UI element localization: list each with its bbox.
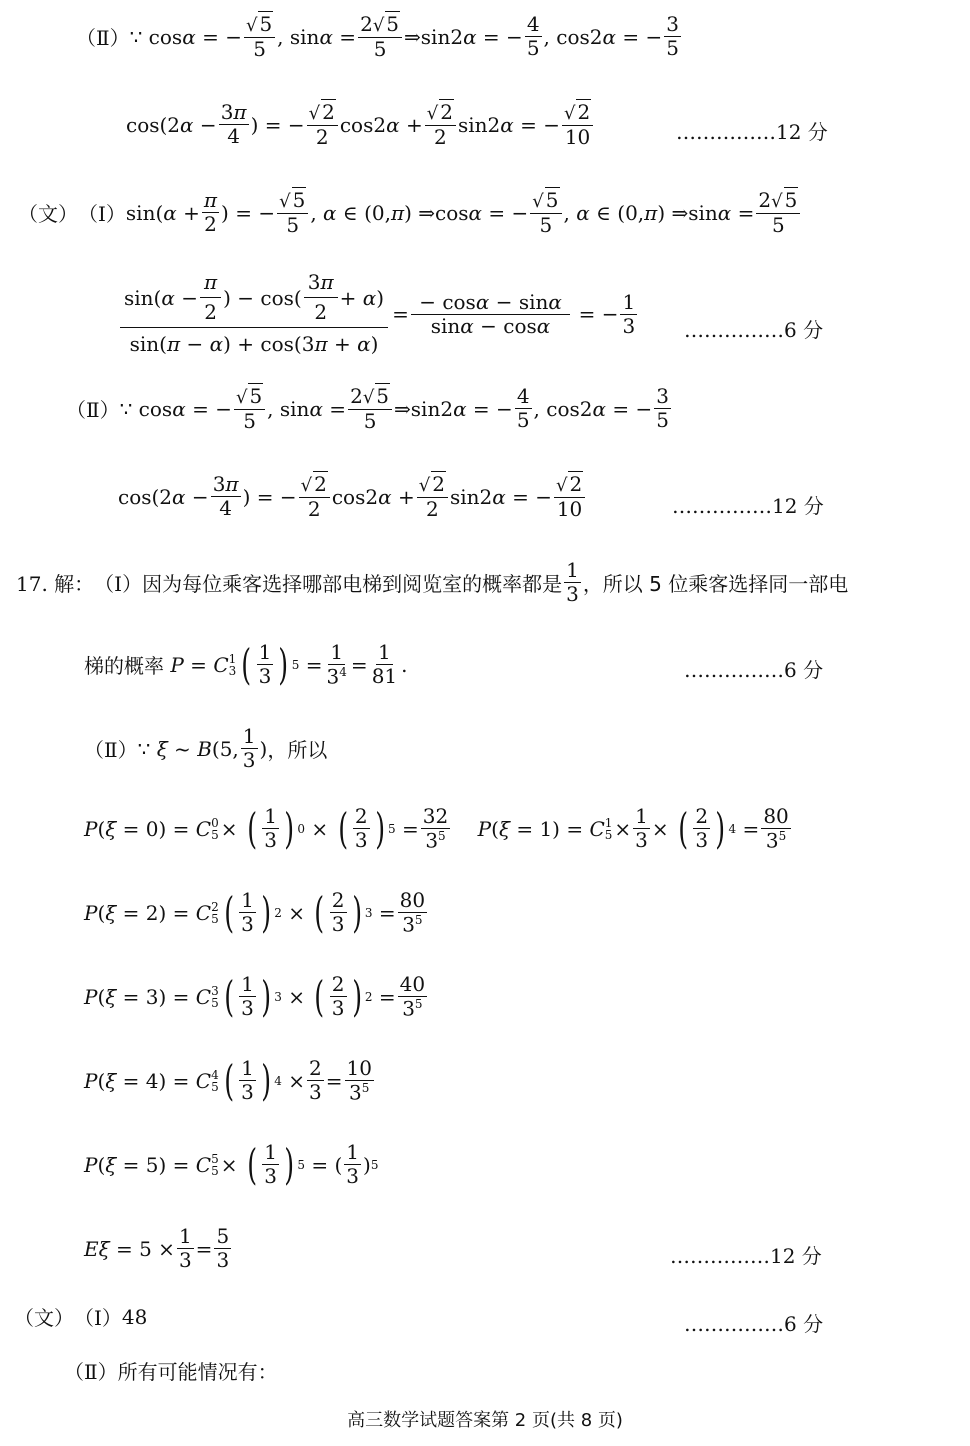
line-cos-sin-2: （Ⅱ） ∵ cos α = − $\frac{√ 5}{5}$ , sin α = $\frac{2√ 5}{5}$ ⇒sin2 α = − $\frac{4}{5}$ , cos2 α = − $\frac{3}{5}$	[66, 384, 669, 433]
score-12-a: ……………12 分	[676, 120, 828, 144]
score-12-c: ……………12 分	[670, 1244, 822, 1268]
line-cos-sin-1: （Ⅱ） ∵ cos α = − $\frac{√ 5}{5}$ , sin α = $\frac{2√ 5}{5}$ ⇒sin2 α = − $\frac{4}{5}$ , cos2 α = − $\frac{3}{5}$	[76, 12, 679, 61]
score-6-b: ……………6 分	[684, 658, 824, 682]
line-expectation: Eξ = 5 × $\frac{1}{3}$ = $\frac{5}{3}$	[84, 1224, 230, 1272]
score-12-b: ……………12 分	[672, 494, 824, 518]
line-p-xi-4: P ( ξ = 4) = C 4 5 ( $\frac{1}{3}$ ) 4 × $\frac{2}{3}$ = $\frac{10}{3^5}$	[84, 1055, 372, 1105]
line-cos-2alpha-1: cos(2 α − $\frac{3\pi}{4}$ ) = − $\frac{√ 2}{2}$ cos2 α + $\frac{√ 2}{2}$ sin2 α = − $\frac{√ 2}{10}$	[126, 102, 595, 148]
line-xi-binomial: （Ⅱ） ∵ ξ ~ B (5, $\frac{1}{3}$ ) ，所以	[84, 724, 328, 772]
line-p-xi-3: P ( ξ = 3) = C 3 5 ( $\frac{1}{3}$ ) 3 × ( $\frac{2}{3}$ ) 2 = $\frac{40}{3^5}$	[84, 971, 426, 1021]
score-6-c: ……………6 分	[684, 1312, 824, 1336]
line-wen-part1: （文） （Ⅰ） sin( α + $\frac{\pi}{2}$ ) = − $\frac{√ 5}{5}$ , α ∈ (0, π ) ⇒cos α = − $\frac{√ 5}{5}$ , α ∈ (0, π ) ⇒sin α = $\frac{2√ 5}{5}$	[18, 190, 802, 236]
line-big-fraction: sin( α − $\frac{\pi}{2}$ ) − cos( 3 π 2 + α ) sin( π − α ) + cos(3 π + α ) = $\frac{- \cos\alpha - \sin\alpha}{\sin\alpha - \cos\alpha}$ = − $\frac{1}{3}$	[116, 272, 639, 356]
line-all-cases: （Ⅱ） 所有可能情况有：	[64, 1360, 278, 1384]
page-footer: 高三数学试题答案第 2 页(共 8 页)	[347, 1410, 623, 1431]
line-cos-2alpha-2: cos(2 α − $\frac{3\pi}{4}$ ) = − $\frac{√ 2}{2}$ cos2 α + $\frac{√ 2}{2}$ sin2 α = − $\frac{√ 2}{10}$	[118, 474, 587, 520]
line-p-xi-0-1: P ( ξ = 0) = C 0 5 × ( $\frac{1}{3}$ ) 0 × ( $\frac{2}{3}$ ) 5 = $\frac{32}{3^5}$ P ( ξ = 1) = C 1 5 × $\frac{1}{3}$ × ( $\frac{2}{3}$ ) 4 = $\frac{80}{3^5}$	[84, 803, 789, 853]
line-p-xi-2: P ( ξ = 2) = C 2 5 ( $\frac{1}{3}$ ) 2 × ( $\frac{2}{3}$ ) 3 = $\frac{80}{3^5}$	[84, 887, 426, 937]
line-wen-48: （文） （Ⅰ） 48	[14, 1304, 148, 1330]
score-6-a: ……………6 分	[684, 318, 824, 342]
line-q17-intro: 17. 解： （Ⅰ） 因为每位乘客选择哪部电梯到阅览室的概率都是 $\frac{1}{3}$ ，所以 5 位乘客选择同一部电	[16, 558, 849, 606]
line-probability-same: 梯的概率 P = C 1 3 ( $\frac{1}{3}$ ) 5 = $\frac{1}{3^4}$ = $\frac{1}{81}$ .	[84, 639, 408, 689]
line-p-xi-5: P ( ξ = 5) = C 5 5 × ( $\frac{1}{3}$ ) 5 = ( $\frac{1}{3}$ ) 5	[84, 1139, 379, 1189]
